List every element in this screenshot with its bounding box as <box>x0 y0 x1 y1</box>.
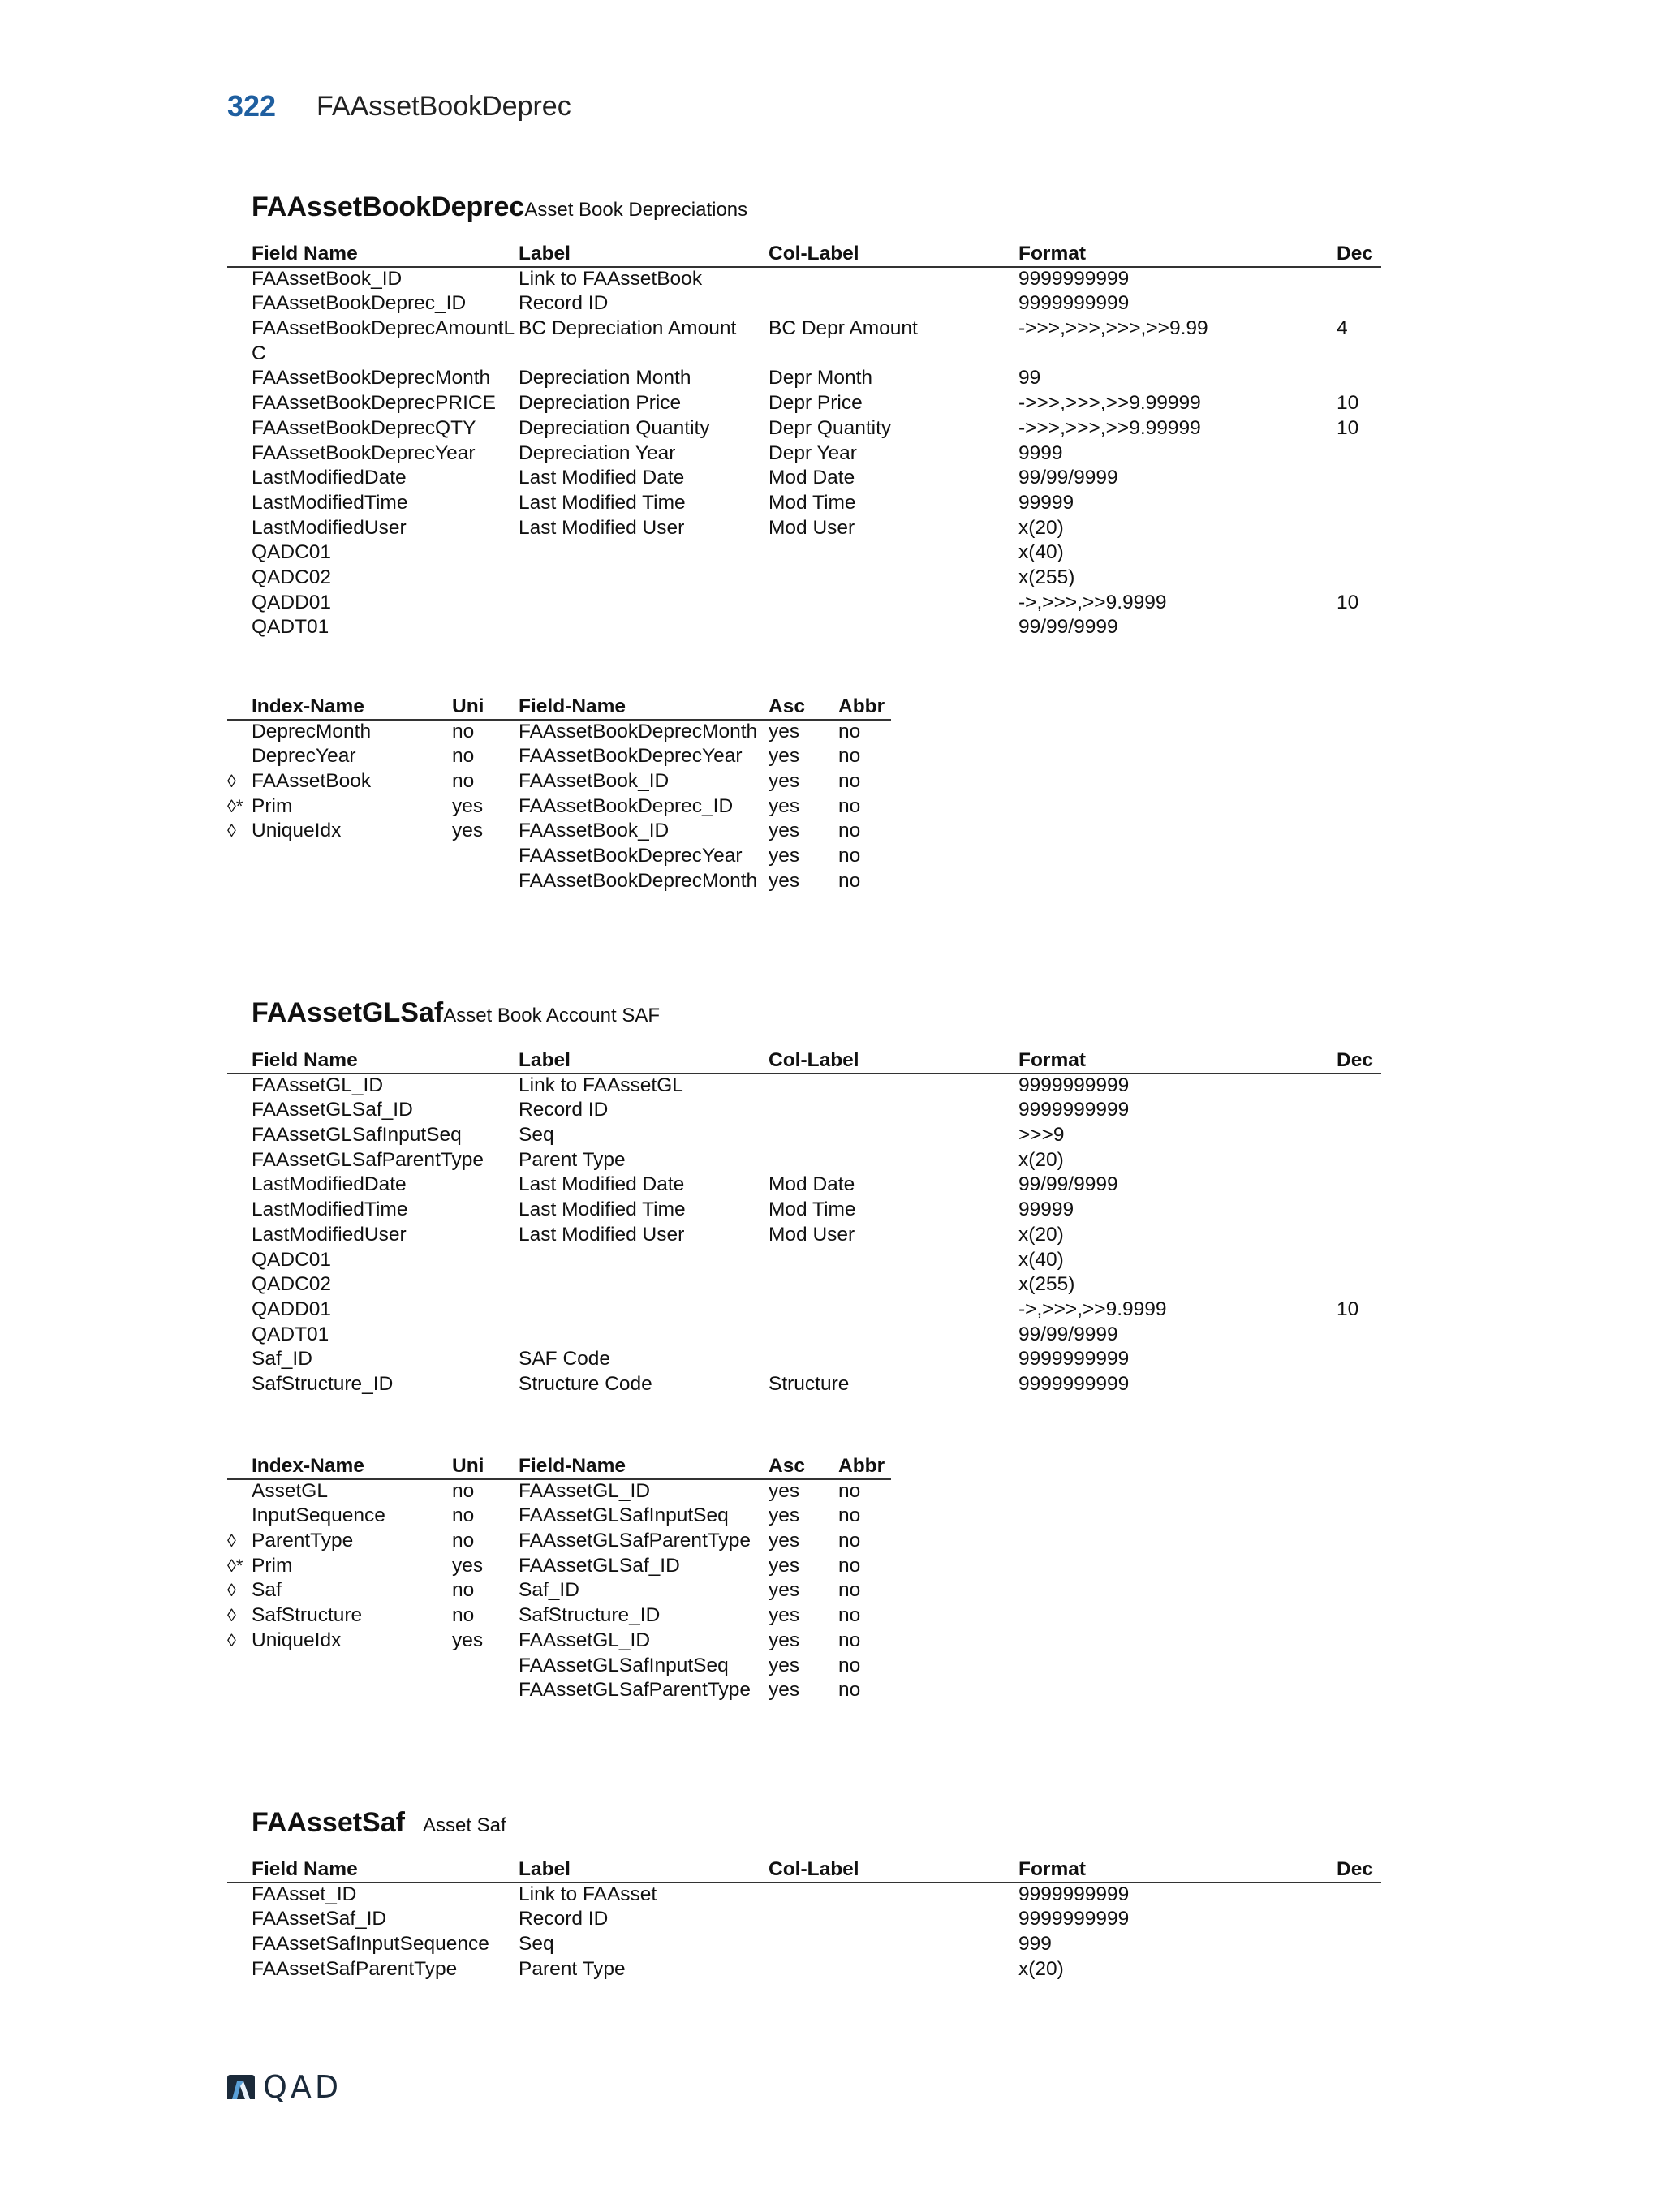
field-row <box>227 1248 1381 1273</box>
index-name-cell: ParentType <box>252 1530 354 1552</box>
format-cell: 9999999999 <box>1018 1908 1130 1930</box>
column-header: Field-Name <box>519 1455 626 1477</box>
index-row <box>227 1654 891 1679</box>
field-name-cell: SafStructure_ID <box>252 1372 394 1395</box>
format-cell: x(255) <box>1018 566 1075 588</box>
format-cell: 999 <box>1018 1933 1052 1956</box>
index-row <box>227 1479 891 1504</box>
field-row <box>227 615 1381 640</box>
field-name-cell: C <box>252 342 266 364</box>
qad-logo-icon <box>226 2073 256 2101</box>
index-field-cell: FAAssetBookDeprecYear <box>519 745 743 768</box>
field-name-cell: FAAssetBook_ID <box>252 267 403 290</box>
field-name-cell: FAAssetBookDeprecQTY <box>252 416 476 439</box>
field-row <box>227 1347 1381 1372</box>
field-name-cell: LastModifiedDate <box>252 467 407 489</box>
abbr-cell: no <box>838 745 861 768</box>
col-label-cell: Structure <box>769 1372 850 1395</box>
format-cell: 99/99/9999 <box>1018 616 1118 639</box>
col-label-cell: Depr Price <box>769 392 863 415</box>
field-name-cell: QADD01 <box>252 1298 332 1320</box>
index-field-cell: Saf_ID <box>519 1579 579 1602</box>
format-cell: 9999999999 <box>1018 1372 1130 1395</box>
index-row <box>227 819 891 844</box>
field-row <box>227 1123 1381 1148</box>
table-heading <box>252 997 660 1029</box>
field-row <box>227 566 1381 591</box>
format-cell: 9999999999 <box>1018 1348 1130 1371</box>
label-cell: Depreciation Quantity <box>519 416 710 439</box>
unique-cell: no <box>452 745 475 768</box>
label-cell: Record ID <box>519 292 609 315</box>
index-field-cell: FAAssetBook_ID <box>519 820 670 842</box>
field-name-cell: QADC01 <box>252 1248 332 1271</box>
field-row <box>227 591 1381 616</box>
field-name-cell: LastModifiedUser <box>252 516 407 539</box>
asc-cell: yes <box>769 845 800 867</box>
index-marker: ◊* <box>227 1555 243 1576</box>
column-header: Asc <box>769 1455 805 1477</box>
field-name-cell: FAAssetGLSafParentType <box>252 1148 484 1171</box>
unique-cell: no <box>452 1604 475 1627</box>
dec-cell: 10 <box>1337 1298 1359 1320</box>
dec-cell: 10 <box>1337 591 1359 613</box>
field-name-cell: Saf_ID <box>252 1348 312 1371</box>
field-name-cell: QADT01 <box>252 1323 329 1345</box>
field-row <box>227 1372 1381 1397</box>
abbr-cell: no <box>838 794 861 817</box>
format-cell: 99 <box>1018 367 1041 389</box>
index-row <box>227 1529 891 1554</box>
label-cell: Seq <box>519 1933 554 1956</box>
column-header: Col-Label <box>769 243 859 265</box>
column-header: Index-Name <box>252 1455 364 1477</box>
abbr-cell: no <box>838 1629 861 1651</box>
col-label-cell: Mod Time <box>769 491 856 514</box>
column-header: Index-Name <box>252 695 364 717</box>
field-name-cell: FAAssetBookDeprecPRICE <box>252 392 496 415</box>
format-cell: x(20) <box>1018 1148 1064 1171</box>
index-row <box>227 1578 891 1603</box>
field-name-cell: FAAssetBookDeprecAmountL <box>252 317 515 340</box>
field-row <box>227 1272 1381 1298</box>
column-header: Uni <box>452 1455 484 1477</box>
column-header: Field Name <box>252 1049 358 1071</box>
table-description: Asset Book Depreciations <box>524 199 748 221</box>
index-field-cell: FAAssetBookDeprecYear <box>519 845 743 867</box>
label-cell: Last Modified Date <box>519 1173 685 1196</box>
column-header: Abbr <box>838 695 885 717</box>
label-cell: Record ID <box>519 1908 609 1930</box>
unique-cell: no <box>452 1530 475 1552</box>
dec-cell: 10 <box>1337 392 1359 415</box>
table-name: FAAssetGLSaf <box>252 997 444 1028</box>
index-row <box>227 844 891 869</box>
label-cell: Link to FAAssetGL <box>519 1074 683 1096</box>
label-cell: Depreciation Price <box>519 392 682 415</box>
format-cell: x(20) <box>1018 1223 1064 1246</box>
field-name-cell: FAAssetGL_ID <box>252 1074 384 1096</box>
index-row <box>227 744 891 769</box>
page-title: FAAssetBookDeprec <box>316 91 571 122</box>
index-name-cell: InputSequence <box>252 1504 385 1527</box>
table-name: FAAssetSaf <box>252 1807 405 1838</box>
index-row <box>227 1554 891 1579</box>
column-header: Label <box>519 243 571 265</box>
field-row <box>227 516 1381 541</box>
format-cell: x(255) <box>1018 1273 1075 1296</box>
unique-cell: no <box>452 720 475 742</box>
col-label-cell: Mod User <box>769 1223 855 1246</box>
index-row <box>227 1678 891 1703</box>
field-row <box>227 1932 1381 1957</box>
label-cell: Record ID <box>519 1099 609 1121</box>
unique-cell: no <box>452 1579 475 1602</box>
field-name-cell: LastModifiedDate <box>252 1173 407 1196</box>
field-row <box>227 1298 1381 1323</box>
asc-cell: yes <box>769 820 800 842</box>
abbr-cell: no <box>838 720 861 742</box>
index-field-cell: FAAssetGLSafParentType <box>519 1530 751 1552</box>
field-table <box>227 1048 1381 1397</box>
asc-cell: yes <box>769 1504 800 1527</box>
label-cell: Link to FAAsset <box>519 1883 657 1905</box>
table-heading <box>252 1807 506 1839</box>
index-name-cell: Saf <box>252 1579 282 1602</box>
asc-cell: yes <box>769 1479 800 1502</box>
format-cell: 99/99/9999 <box>1018 467 1118 489</box>
index-row <box>227 1603 891 1629</box>
label-cell: Depreciation Year <box>519 441 676 464</box>
qad-logo-text: QAD <box>263 2069 342 2105</box>
index-field-cell: FAAssetGL_ID <box>519 1629 651 1651</box>
abbr-cell: no <box>838 1479 861 1502</box>
index-name-cell: UniqueIdx <box>252 820 342 842</box>
abbr-cell: no <box>838 1530 861 1552</box>
dec-cell: 10 <box>1337 416 1359 439</box>
unique-cell: yes <box>452 820 484 842</box>
unique-cell: yes <box>452 794 484 817</box>
field-row <box>227 316 1381 342</box>
asc-cell: yes <box>769 745 800 768</box>
abbr-cell: no <box>838 770 861 793</box>
label-cell: Last Modified User <box>519 516 685 539</box>
field-name-cell: FAAssetSafInputSequence <box>252 1933 489 1956</box>
index-name-cell: AssetGL <box>252 1479 328 1502</box>
field-row <box>227 491 1381 516</box>
label-cell: Seq <box>519 1124 554 1147</box>
index-row <box>227 794 891 820</box>
abbr-cell: no <box>838 1579 861 1602</box>
field-name-cell: QADD01 <box>252 591 332 613</box>
field-row <box>227 1198 1381 1223</box>
field-row <box>227 540 1381 566</box>
label-cell: Link to FAAssetBook <box>519 267 703 290</box>
format-cell: 99/99/9999 <box>1018 1173 1118 1196</box>
column-header: Dec <box>1337 1858 1373 1880</box>
table-heading <box>252 192 747 223</box>
format-cell: 9999999999 <box>1018 267 1130 290</box>
field-row <box>227 416 1381 441</box>
abbr-cell: no <box>838 869 861 892</box>
index-field-cell: SafStructure_ID <box>519 1604 661 1627</box>
format-cell: x(40) <box>1018 1248 1064 1271</box>
index-row <box>227 869 891 894</box>
asc-cell: yes <box>769 1654 800 1676</box>
index-table <box>227 695 891 894</box>
field-row <box>227 291 1381 316</box>
index-marker: ◊ <box>227 1580 236 1601</box>
col-label-cell: Mod User <box>769 516 855 539</box>
table-name: FAAssetBookDeprec <box>252 192 525 222</box>
format-cell: 9999999999 <box>1018 1883 1130 1905</box>
abbr-cell: no <box>838 1654 861 1676</box>
column-header: Field Name <box>252 1858 358 1880</box>
column-header: Label <box>519 1049 571 1071</box>
field-row <box>227 1957 1381 1982</box>
asc-cell: yes <box>769 1604 800 1627</box>
index-field-cell: FAAssetGLSafInputSeq <box>519 1654 729 1676</box>
field-row <box>227 466 1381 491</box>
column-header: Format <box>1018 1858 1087 1880</box>
field-row <box>227 342 1381 367</box>
field-name-cell: FAAssetGLSafInputSeq <box>252 1124 462 1147</box>
field-row <box>227 1323 1381 1348</box>
abbr-cell: no <box>838 1554 861 1577</box>
index-field-cell: FAAssetBookDeprecMonth <box>519 869 758 892</box>
unique-cell: yes <box>452 1554 484 1577</box>
field-row <box>227 267 1381 292</box>
field-row <box>227 441 1381 467</box>
index-table <box>227 1454 891 1703</box>
col-label-cell: Mod Date <box>769 1173 855 1196</box>
page-number: 322 <box>227 89 277 123</box>
field-row <box>227 366 1381 391</box>
asc-cell: yes <box>769 1579 800 1602</box>
asc-cell: yes <box>769 869 800 892</box>
field-name-cell: LastModifiedTime <box>252 491 408 514</box>
asc-cell: yes <box>769 1629 800 1651</box>
field-row <box>227 1883 1381 1908</box>
index-marker: ◊ <box>227 1629 236 1650</box>
format-cell: ->>>,>>>,>>9.99999 <box>1018 416 1201 439</box>
format-cell: ->,>>>,>>9.9999 <box>1018 1298 1167 1320</box>
table-description: Asset Book Account SAF <box>443 1005 660 1026</box>
table-header-row <box>227 695 891 720</box>
field-row <box>227 1173 1381 1198</box>
index-name-cell: DeprecYear <box>252 745 356 768</box>
index-name-cell: UniqueIdx <box>252 1629 342 1651</box>
column-header: Format <box>1018 1049 1087 1071</box>
col-label-cell: Mod Date <box>769 467 855 489</box>
dec-cell: 4 <box>1337 317 1348 340</box>
index-name-cell: Prim <box>252 794 293 817</box>
index-row <box>227 1504 891 1529</box>
field-name-cell: LastModifiedTime <box>252 1199 408 1221</box>
index-marker: ◊ <box>227 771 236 792</box>
label-cell: Parent Type <box>519 1148 626 1171</box>
index-field-cell: FAAssetGLSafInputSeq <box>519 1504 729 1527</box>
format-cell: 9999 <box>1018 441 1063 464</box>
label-cell: Parent Type <box>519 1957 626 1980</box>
field-name-cell: LastModifiedUser <box>252 1223 407 1246</box>
label-cell: BC Depreciation Amount <box>519 317 737 340</box>
index-name-cell: DeprecMonth <box>252 720 372 742</box>
index-marker: ◊ <box>227 1605 236 1626</box>
asc-cell: yes <box>769 720 800 742</box>
unique-cell: yes <box>452 1629 484 1651</box>
unique-cell: no <box>452 1479 475 1502</box>
field-name-cell: FAAssetBookDeprecMonth <box>252 367 491 389</box>
column-header: Asc <box>769 695 805 717</box>
label-cell: SAF Code <box>519 1348 611 1371</box>
asc-cell: yes <box>769 1530 800 1552</box>
field-name-cell: QADC01 <box>252 541 332 564</box>
field-row <box>227 1098 1381 1123</box>
column-header: Dec <box>1337 1049 1373 1071</box>
column-header: Col-Label <box>769 1049 859 1071</box>
abbr-cell: no <box>838 1504 861 1527</box>
format-cell: 9999999999 <box>1018 1074 1130 1096</box>
field-name-cell: FAAsset_ID <box>252 1883 357 1905</box>
asc-cell: yes <box>769 794 800 817</box>
label-cell: Last Modified Time <box>519 1199 686 1221</box>
column-header: Format <box>1018 243 1087 265</box>
index-row <box>227 1629 891 1654</box>
field-name-cell: QADT01 <box>252 616 329 639</box>
index-marker: ◊ <box>227 1530 236 1551</box>
index-name-cell: Prim <box>252 1554 293 1577</box>
label-cell: Depreciation Month <box>519 367 691 389</box>
table-header-row <box>227 1857 1381 1883</box>
field-name-cell: FAAssetSafParentType <box>252 1957 458 1980</box>
index-row <box>227 769 891 794</box>
column-header: Uni <box>452 695 484 717</box>
format-cell: 99999 <box>1018 491 1074 514</box>
col-label-cell: Depr Quantity <box>769 416 892 439</box>
field-row <box>227 1223 1381 1248</box>
index-field-cell: FAAssetBook_ID <box>519 770 670 793</box>
index-marker: ◊* <box>227 795 243 816</box>
asc-cell: yes <box>769 770 800 793</box>
format-cell: >>>9 <box>1018 1124 1065 1147</box>
abbr-cell: no <box>838 820 861 842</box>
table-header-row <box>227 1048 1381 1074</box>
abbr-cell: no <box>838 1604 861 1627</box>
asc-cell: yes <box>769 1554 800 1577</box>
field-row <box>227 391 1381 416</box>
index-name-cell: FAAssetBook <box>252 770 372 793</box>
index-name-cell: SafStructure <box>252 1604 363 1627</box>
unique-cell: no <box>452 770 475 793</box>
field-table <box>227 1857 1381 1982</box>
field-name-cell: FAAssetGLSaf_ID <box>252 1099 413 1121</box>
format-cell: 9999999999 <box>1018 292 1130 315</box>
format-cell: 99999 <box>1018 1199 1074 1221</box>
label-cell: Last Modified Date <box>519 467 685 489</box>
field-name-cell: FAAssetSaf_ID <box>252 1908 387 1930</box>
column-header: Dec <box>1337 243 1373 265</box>
qad-logo <box>226 2069 342 2105</box>
asc-cell: yes <box>769 1679 800 1702</box>
index-field-cell: FAAssetGLSafParentType <box>519 1679 751 1702</box>
field-name-cell: QADC02 <box>252 1273 332 1296</box>
column-header: Field Name <box>252 243 358 265</box>
index-field-cell: FAAssetBookDeprec_ID <box>519 794 734 817</box>
format-cell: ->>>,>>>,>>>,>>9.99 <box>1018 317 1208 340</box>
format-cell: ->>>,>>>,>>9.99999 <box>1018 392 1201 415</box>
col-label-cell: BC Depr Amount <box>769 317 918 340</box>
column-header: Abbr <box>838 1455 885 1477</box>
index-field-cell: FAAssetBookDeprecMonth <box>519 720 758 742</box>
field-name-cell: FAAssetBookDeprec_ID <box>252 292 467 315</box>
col-label-cell: Depr Month <box>769 367 873 389</box>
format-cell: 99/99/9999 <box>1018 1323 1118 1345</box>
format-cell: ->,>>>,>>9.9999 <box>1018 591 1167 613</box>
index-field-cell: FAAssetGL_ID <box>519 1479 651 1502</box>
format-cell: 9999999999 <box>1018 1099 1130 1121</box>
format-cell: x(20) <box>1018 1957 1064 1980</box>
index-marker: ◊ <box>227 820 236 841</box>
label-cell: Last Modified Time <box>519 491 686 514</box>
column-header: Label <box>519 1858 571 1880</box>
format-cell: x(20) <box>1018 516 1064 539</box>
label-cell: Last Modified User <box>519 1223 685 1246</box>
field-row <box>227 1148 1381 1173</box>
table-header-row <box>227 242 1381 267</box>
column-header: Col-Label <box>769 1858 859 1880</box>
label-cell: Structure Code <box>519 1372 652 1395</box>
index-field-cell: FAAssetGLSaf_ID <box>519 1554 680 1577</box>
index-row <box>227 720 891 745</box>
col-label-cell: Depr Year <box>769 441 857 464</box>
unique-cell: no <box>452 1504 475 1527</box>
field-name-cell: FAAssetBookDeprecYear <box>252 441 476 464</box>
field-row <box>227 1074 1381 1099</box>
abbr-cell: no <box>838 845 861 867</box>
field-row <box>227 1907 1381 1932</box>
format-cell: x(40) <box>1018 541 1064 564</box>
abbr-cell: no <box>838 1679 861 1702</box>
col-label-cell: Mod Time <box>769 1199 856 1221</box>
column-header: Field-Name <box>519 695 626 717</box>
field-name-cell: QADC02 <box>252 566 332 588</box>
table-header-row <box>227 1454 891 1479</box>
field-table <box>227 242 1381 640</box>
table-description: Asset Saf <box>422 1814 506 1836</box>
